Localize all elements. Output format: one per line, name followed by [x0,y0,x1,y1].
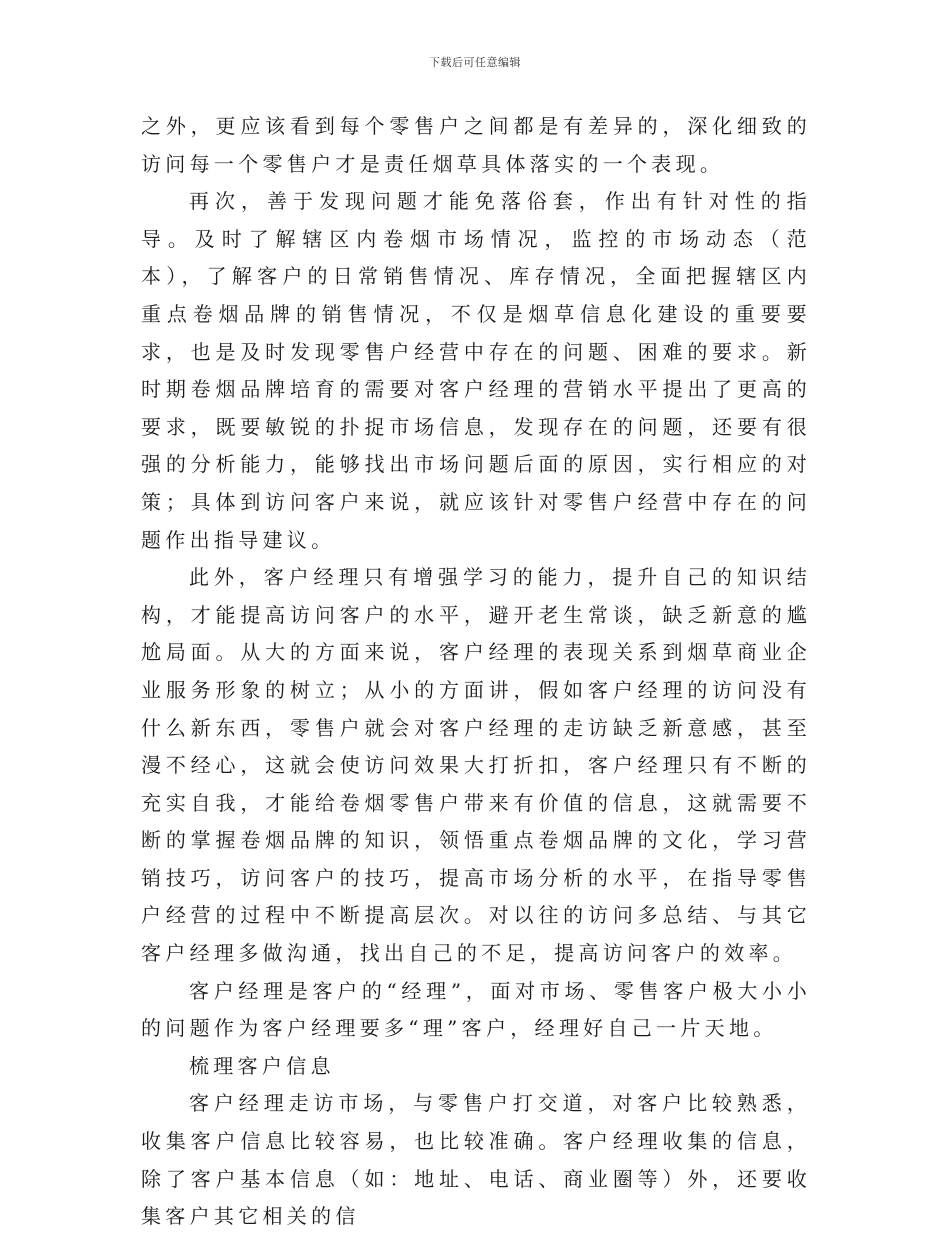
document-body [141,108,811,1236]
paragraph-customer-info: 客户经理走访市场，与零售户打交道，对客户比较熟悉，收集客户信息比较容易，也比较准确。客户经理收集的信息，除了客户基本信息（如：地址、电话、商业圈等）外，还要收集客户其它相关的信 [141,1091,811,1229]
paragraph-continuation: 之外，更应该看到每个零售户之间都是有差异的，深化细致的访问每一个零售户才是责任烟草具体落实的一个表现。 [141,114,811,176]
section-heading: 梳理客户信息 [189,1053,335,1078]
paragraph-problem-discovery: 再次，善于发现问题才能免落俗套，作出有针对性的指导。及时了解辖区内卷烟市场情况，监控的市场动态（范本），了解客户的日常销售情况、库存情况，全面把握辖区内重点卷烟品牌的销售情况，不仅是烟草信息化建设的重要要求，也是及时发现零售户经营中存在的问题、困难的要求。新时期卷烟品牌培育的需要对客户经理的营销水平提出了更高的要求，既要敏锐的扑捉市场信息，发现存在的问题，还要有很强的分析能力，能够找出市场问题后面的原因，实行相应的对策；具体到访问客户来说，就应该针对零售户经营中存在的问题作出指导建议。 [141,189,811,552]
paragraph-manager-role: 客户经理是客户的“经理”，面对市场、零售客户极大小小的问题作为客户经理要多“理”客户，经理好自己一片天地。 [141,978,811,1041]
page-header: 下载后可任意编辑 [429,56,521,69]
paragraph-learning-ability: 此外，客户经理只有增强学习的能力，提升自己的知识结构，才能提高访问客户的水平，避开老生常谈，缺乏新意的尴尬局面。从大的方面来说，客户经理的表现关系到烟草商业企业服务形象的树立；从小的方面讲，假如客户经理的访问没有什么新东西，零售户就会对客户经理的走访缺乏新意感，甚至漫不经心，这就会使访问效果大打折扣，客户经理只有不断的充实自我，才能给卷烟零售户带来有价值的信息，这就需要不断的掌握卷烟品牌的知识，领悟重点卷烟品牌的文化，学习营销技巧，访问客户的技巧，提高市场分析的水平，在指导零售户经营的过程中不断提高层次。对以往的访问多总结、与其它客户经理多做沟通，找出自己的不足，提高访问客户的效率。 [141,565,811,966]
